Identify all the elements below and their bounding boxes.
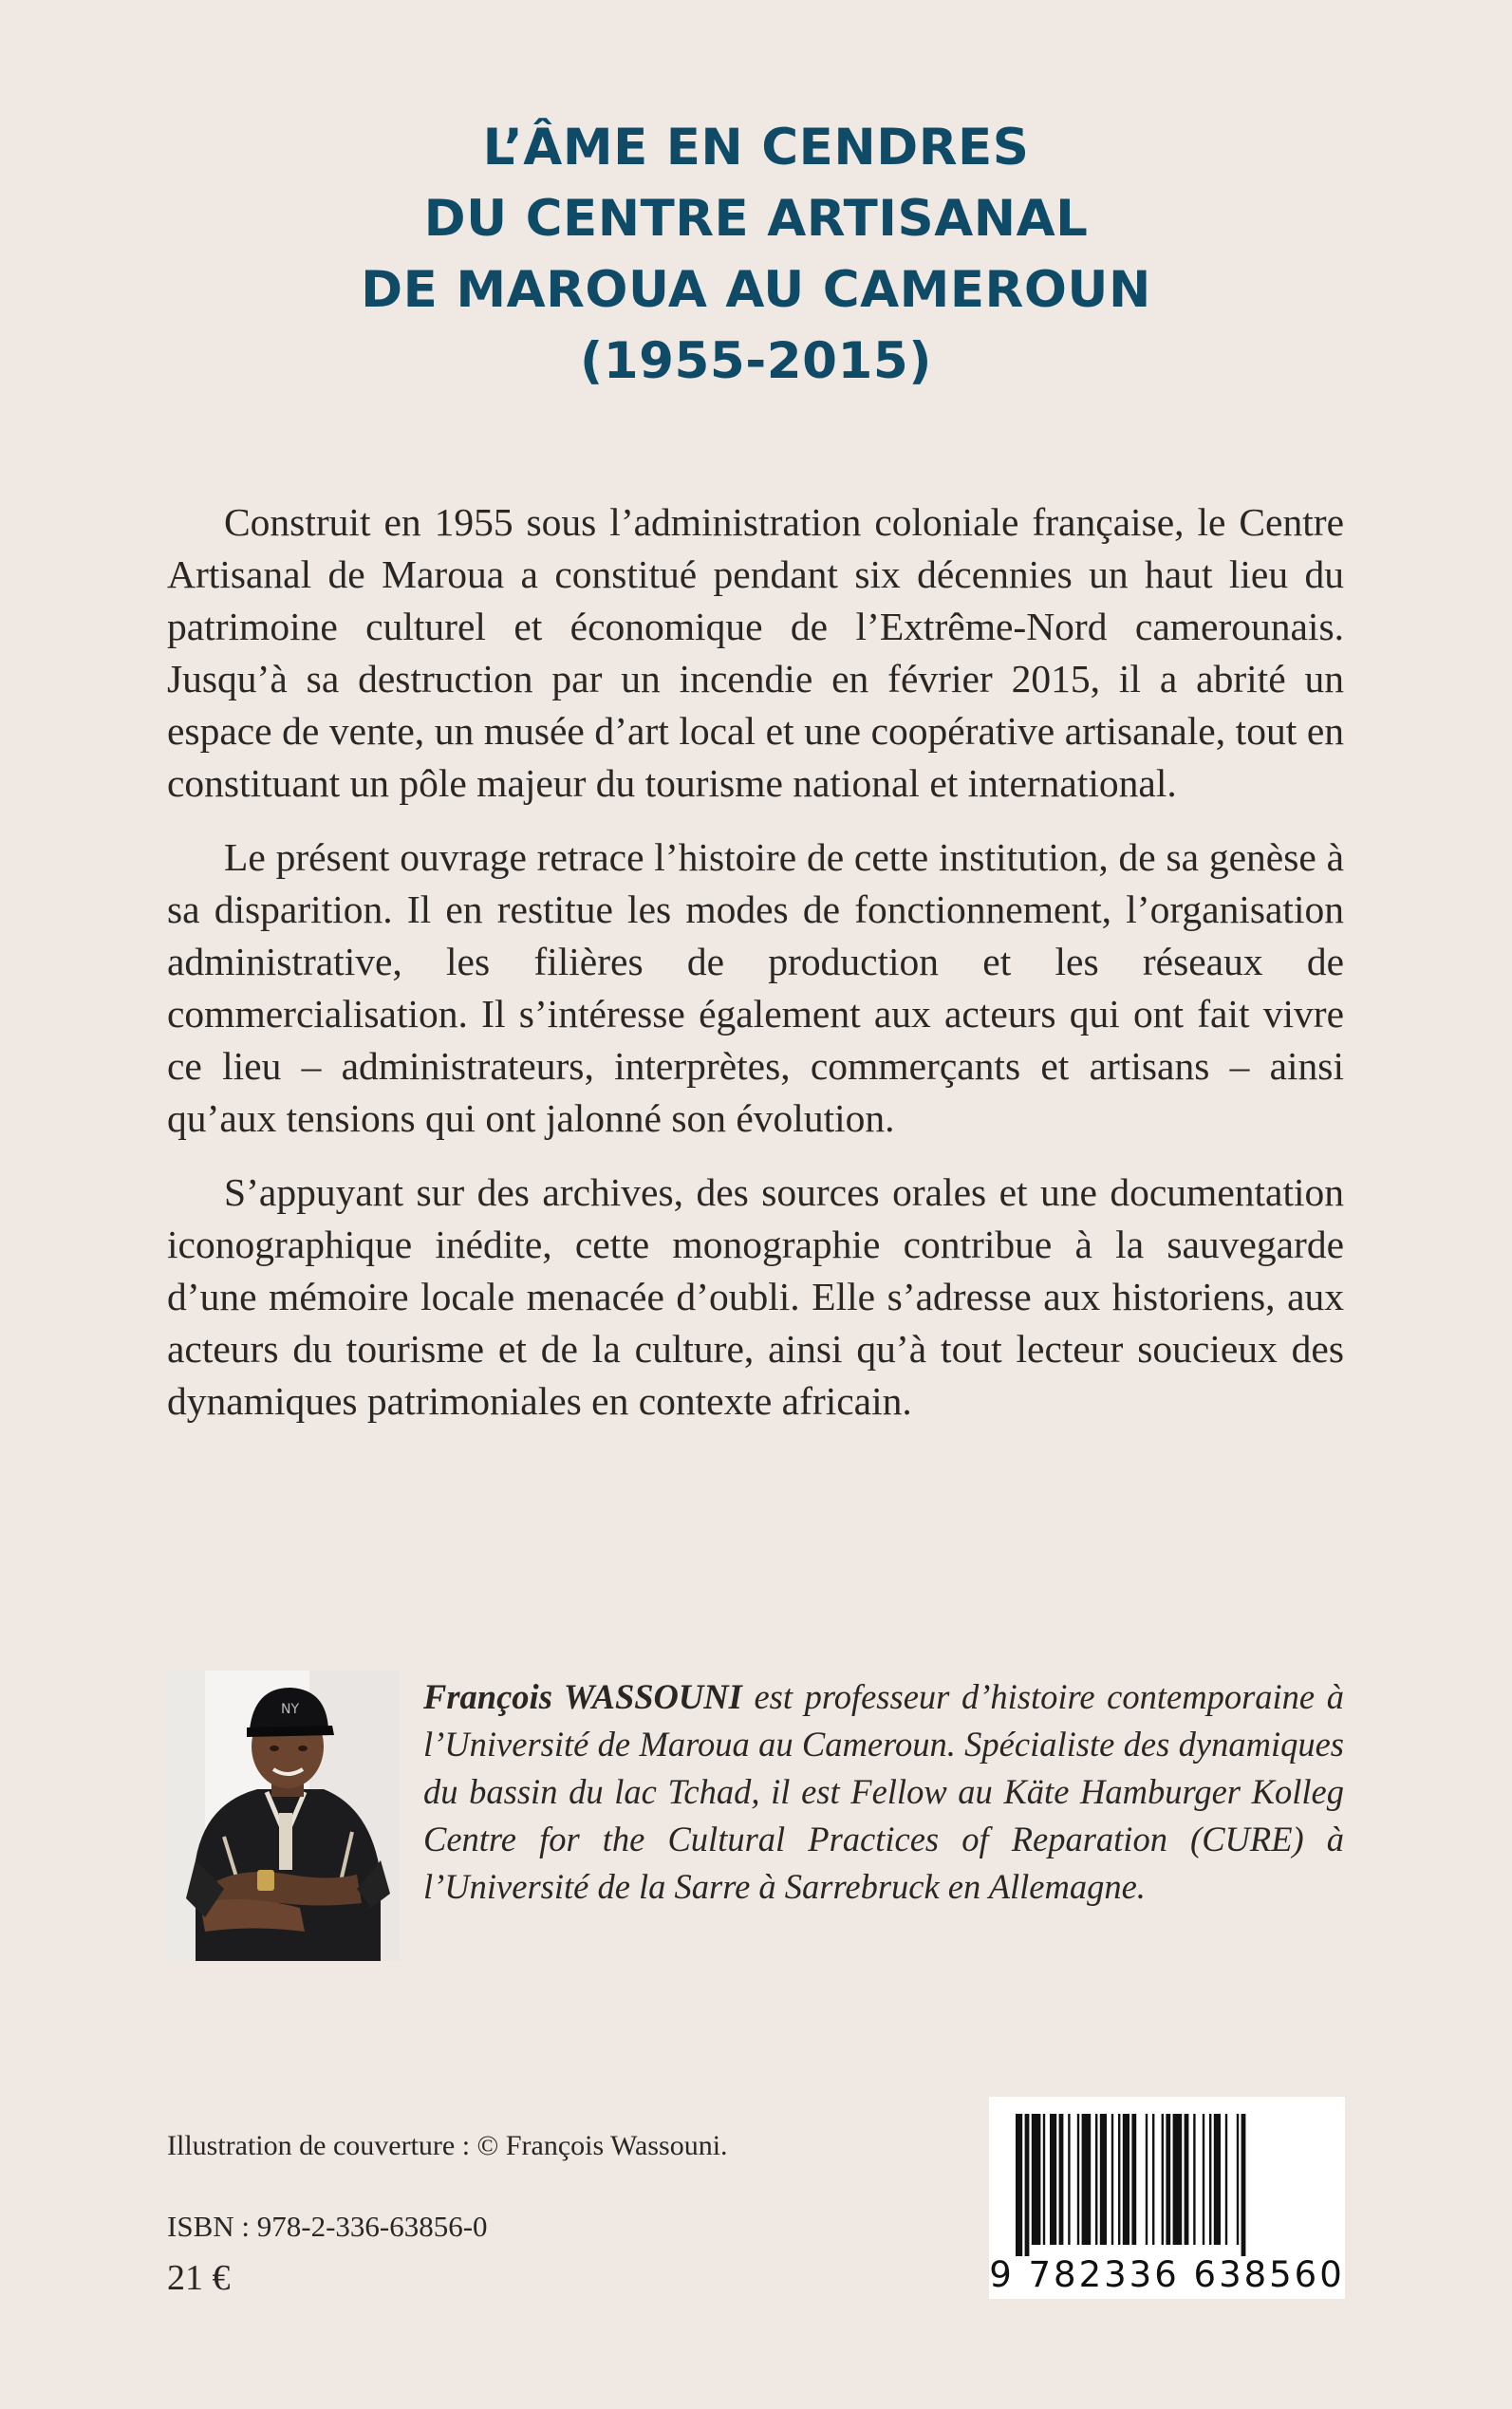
price: 21 € (167, 2258, 231, 2298)
author-name: François WASSOUNI (423, 1677, 742, 1716)
barcode-bars (989, 2097, 1345, 2258)
author-photo (167, 1671, 401, 1961)
title-line-2: DU CENTRE ARTISANAL (423, 190, 1089, 248)
barcode-digits: 9 782336 638560 (989, 2254, 1345, 2295)
barcode-bar (1043, 2114, 1045, 2245)
barcode-bar (1241, 2114, 1246, 2256)
cover-credit: Illustration de couverture : © François Wassouni. (167, 2130, 728, 2161)
barcode-bar (1152, 2114, 1154, 2245)
barcode-bar (1193, 2114, 1195, 2245)
summary-paragraph-3: S’appuyant sur des archives, des sources orales et une documentation iconographique inédite, cette monographie contribue à la sauvegarde d’une mémoire locale menacée d’oubli. Elle s’adresse aux historiens, aux acteurs du tourisme et de la culture, ainsi qu’à tout lecteur soucieux des dynamiques patrimoniales en contexte africain. (167, 1170, 1344, 1423)
isbn-number: ISBN : 978-2-336-63856-0 (167, 2210, 488, 2243)
barcode-bar (1059, 2114, 1064, 2245)
barcode-bar (1214, 2114, 1221, 2245)
barcode-bar (1068, 2114, 1070, 2245)
barcode-bar (1118, 2114, 1120, 2245)
author-portrait-illustration (167, 1671, 401, 1961)
barcode-bar (1095, 2114, 1097, 2245)
barcode-bar (1025, 2114, 1030, 2256)
barcode-bar (1131, 2114, 1136, 2245)
barcode-bar (1166, 2114, 1170, 2245)
barcode-bar (1032, 2114, 1041, 2245)
svg-text:NY: NY (281, 1702, 300, 1717)
barcode-bar (1237, 2114, 1239, 2245)
barcode-bar (1146, 2114, 1148, 2245)
barcode-bar (1225, 2114, 1227, 2245)
barcode-bar (1082, 2114, 1092, 2245)
title-line-4: (1955-2015) (580, 332, 932, 390)
barcode-bar (1123, 2114, 1129, 2245)
barcode-bar (1162, 2114, 1164, 2245)
title-line-1: L’ÂME EN CENDRES (482, 119, 1030, 177)
barcode-bar (1209, 2114, 1211, 2245)
barcode-bar (1185, 2114, 1189, 2245)
barcode-bar (1111, 2114, 1113, 2245)
summary-paragraph-2: Le présent ouvrage retrace l’histoire de cette institution, de sa genèse à sa disparition. Il en restitue les modes de fonctionnement, l’organisation administrative, les filières de production et les réseaux de commercialisation. Il s’intéresse également aux acteurs qui ont fait vivre ce lieu – administrateurs, interprètes, commerçants et artisans – ainsi qu’aux tensions qui ont jalonné son évolution. (167, 835, 1344, 1140)
author-bio (423, 1673, 1344, 1911)
barcode-bar (1173, 2114, 1183, 2245)
author-bio-text: est professeur d’histoire contemporaine à l’Université de Maroua au Cameroun. Spécialiste des dynamiques du bassin du lac Tchad, il est Fellow au Käte Hamburger Kolleg Centre for the Cultural Practices of Reparation (CURE) à l’Université de la Sarre à Sarrebruck en Allemagne. (423, 1677, 1344, 1906)
book-title (0, 112, 1512, 397)
barcode-bar (1100, 2114, 1107, 2245)
barcode-bar (1016, 2114, 1022, 2256)
barcode-bar (1050, 2114, 1056, 2245)
book-summary (167, 496, 1344, 1449)
summary-paragraph-1: Construit en 1955 sous l’administration coloniale française, le Centre Artisanal de Maroua a constitué pendant six décennies un haut lieu du patrimoine culturel et économique de l’Extrême-Nord camerounais. Jusqu’à sa destruction par un incendie en février 2015, il a abrité un espace de vente, un musée d’art local et une coopérative artisanale, tout en constituant un pôle majeur du tourisme national et international. (167, 500, 1344, 805)
title-line-3: DE MAROUA AU CAMEROUN (361, 261, 1151, 319)
barcode (989, 2097, 1345, 2299)
barcode-bar (1077, 2114, 1079, 2245)
barcode-bar (1203, 2114, 1204, 2245)
